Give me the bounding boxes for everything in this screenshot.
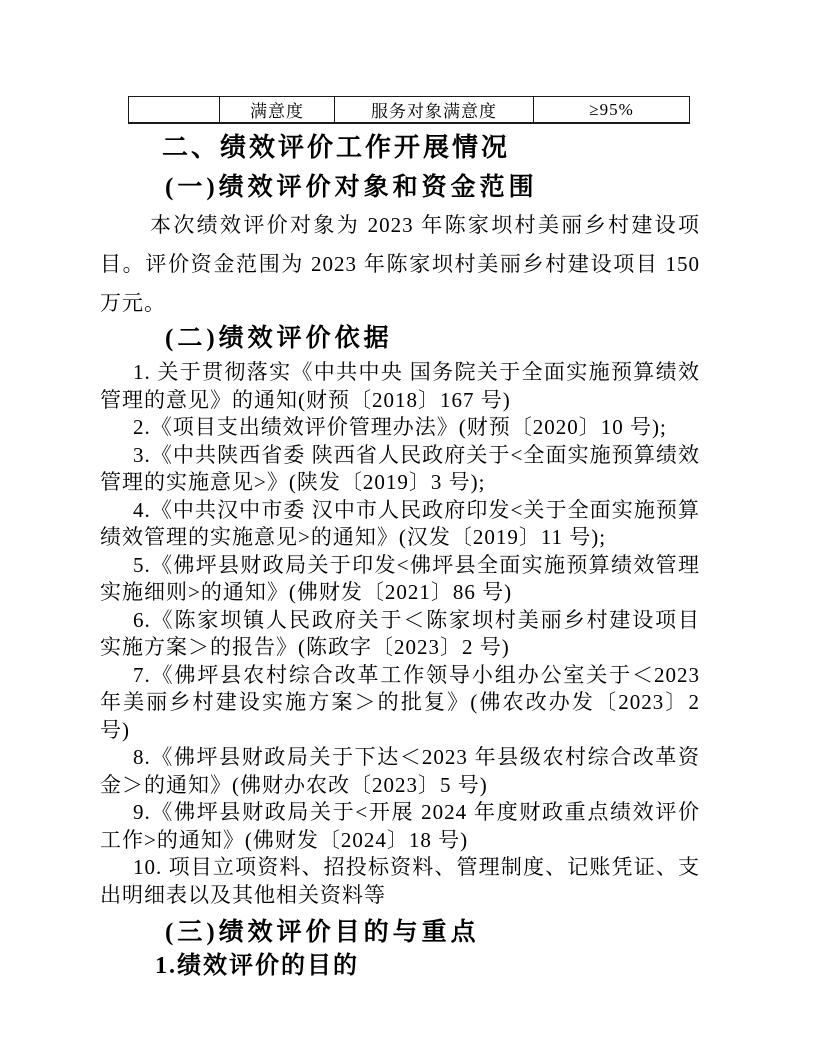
table-cell-empty (129, 97, 220, 124)
paragraph-evaluation-scope: 本次绩效评价对象为 2023 年陈家坝村美丽乡村建设项目。评价资金范围为 2023 年陈家坝村美丽乡村建设项目 150 万元。 (100, 213, 700, 315)
list-item: 5.《佛坪县财政局关于印发<佛坪县全面实施预算绩效管理实施细则>的通知》(佛财发〔2021〕86 号) (100, 552, 700, 604)
subsection-heading-1: (一)绩效评价对象和资金范围 (165, 174, 538, 201)
list-item: 2.《项目支出绩效评价管理办法》(财预〔2020〕10 号); (133, 415, 667, 439)
basis-list (100, 359, 700, 909)
list-item: 7.《佛坪县农村综合改革工作领导小组办公室关于＜2023 年美丽乡村建设实施方案＞的批复》(佛农改办发〔2023〕2 号) (100, 662, 700, 742)
list-item: 9.《佛坪县财政局关于<开展 2024 年度财政重点绩效评价工作>的通知》(佛财发〔2024〕18 号) (100, 800, 700, 852)
list-item: 10. 项目立项资料、招投标资料、管理制度、记账凭证、支出明细表以及其他相关资料等 (100, 855, 700, 907)
minor-heading-purpose: 1.绩效评价的目的 (155, 953, 359, 979)
page-content (0, 96, 816, 981)
section-heading-main: 二、绩效评价工作开展情况 (162, 133, 511, 163)
list-item: 1. 关于贯彻落实《中共中央 国务院关于全面实施预算绩效管理的意见》的通知(财预〔2018〕167 号) (100, 360, 700, 412)
list-item: 6.《陈家坝镇人民政府关于＜陈家坝村美丽乡村建设项目实施方案＞的报告》(陈政字〔2023〕2 号) (100, 607, 700, 659)
list-item: 4.《中共汉中市委 汉中市人民政府印发<关于全面实施预算绩效管理的实施意见>的通知》(汉发〔2019〕11 号); (100, 497, 700, 549)
list-item: 3.《中共陕西省委 陕西省人民政府关于<全面实施预算绩效管理的实施意见>》(陕发〔2019〕3 号); (100, 442, 700, 494)
table-cell-criterion: 满意度 (220, 97, 335, 124)
list-item: 8.《佛坪县财政局关于下达＜2023 年县级农村综合改革资金＞的通知》(佛财办农改〔2023〕5 号) (100, 745, 700, 797)
subsection-heading-2: (二)绩效评价依据 (165, 325, 393, 352)
subsection-heading-3: (三)绩效评价目的与重点 (165, 919, 480, 946)
table-row (129, 97, 690, 124)
table-cell-indicator: 服务对象满意度 (335, 97, 534, 124)
indicator-table (128, 96, 690, 124)
table-cell-target: ≥95% (534, 97, 690, 124)
